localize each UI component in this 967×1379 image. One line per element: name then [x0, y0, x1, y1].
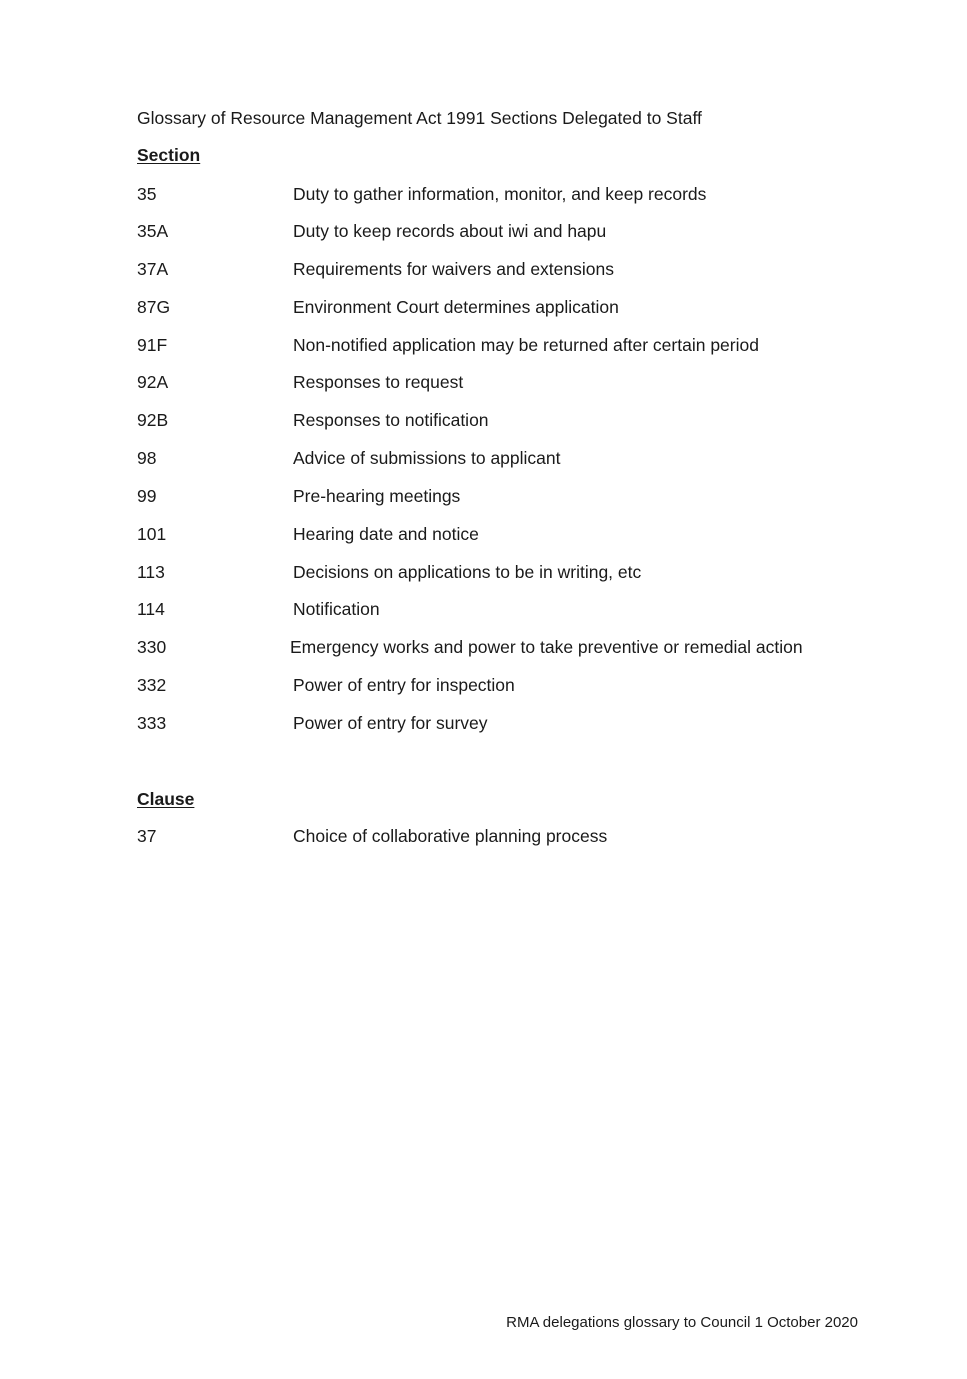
section-row	[137, 219, 857, 243]
section-number: 92B	[137, 410, 169, 430]
section-number: 101	[137, 524, 167, 544]
section-number: 332	[137, 675, 167, 695]
clause-number: 37	[137, 826, 157, 846]
section-number: 35A	[137, 221, 169, 241]
section-description: Duty to gather information, monitor, and keep records	[293, 184, 707, 204]
section-row	[137, 560, 857, 584]
section-row	[137, 484, 857, 508]
document-title: Glossary of Resource Management Act 1991 Sections Delegated to Staff	[137, 108, 702, 128]
section-number: 333	[137, 713, 167, 733]
section-description: Power of entry for survey	[293, 713, 488, 733]
section-row	[137, 333, 857, 357]
section-description: Advice of submissions to applicant	[293, 448, 561, 468]
section-row	[137, 597, 857, 621]
section-number: 92A	[137, 372, 169, 392]
section-description: Environment Court determines application	[293, 297, 619, 317]
section-description: Hearing date and notice	[293, 524, 479, 544]
section-number: 98	[137, 448, 157, 468]
section-description: Decisions on applications to be in writing, etc	[293, 562, 642, 582]
section-row	[137, 673, 857, 697]
clause-heading: Clause	[137, 789, 195, 809]
section-row	[137, 635, 857, 659]
section-description: Non-notified application may be returned after certain period	[293, 335, 759, 355]
clause-row	[137, 824, 857, 848]
section-description: Notification	[293, 599, 380, 619]
section-description: Pre-hearing meetings	[293, 486, 461, 506]
clause-description: Choice of collaborative planning process	[293, 826, 608, 846]
section-number: 99	[137, 486, 157, 506]
section-description: Power of entry for inspection	[293, 675, 515, 695]
section-number: 87G	[137, 297, 171, 317]
section-number: 113	[137, 562, 165, 582]
section-row	[137, 295, 857, 319]
section-number: 35	[137, 184, 157, 204]
page-footer: RMA delegations glossary to Council 1 October 2020	[506, 1314, 858, 1331]
section-description: Duty to keep records about iwi and hapu	[293, 221, 607, 241]
section-description: Emergency works and power to take preventive or remedial action	[290, 637, 803, 657]
section-heading: Section	[137, 145, 201, 165]
section-number: 91F	[137, 335, 168, 355]
section-row	[137, 182, 857, 206]
section-description: Responses to request	[293, 372, 464, 392]
section-number: 330	[137, 637, 167, 657]
section-row	[137, 446, 857, 470]
section-row	[137, 370, 857, 394]
section-description: Responses to notification	[293, 410, 489, 430]
section-number: 114	[137, 599, 165, 619]
section-row	[137, 257, 857, 281]
section-row	[137, 711, 857, 735]
section-row	[137, 408, 857, 432]
section-row	[137, 522, 857, 546]
section-number: 37A	[137, 259, 169, 279]
section-description: Requirements for waivers and extensions	[293, 259, 614, 279]
